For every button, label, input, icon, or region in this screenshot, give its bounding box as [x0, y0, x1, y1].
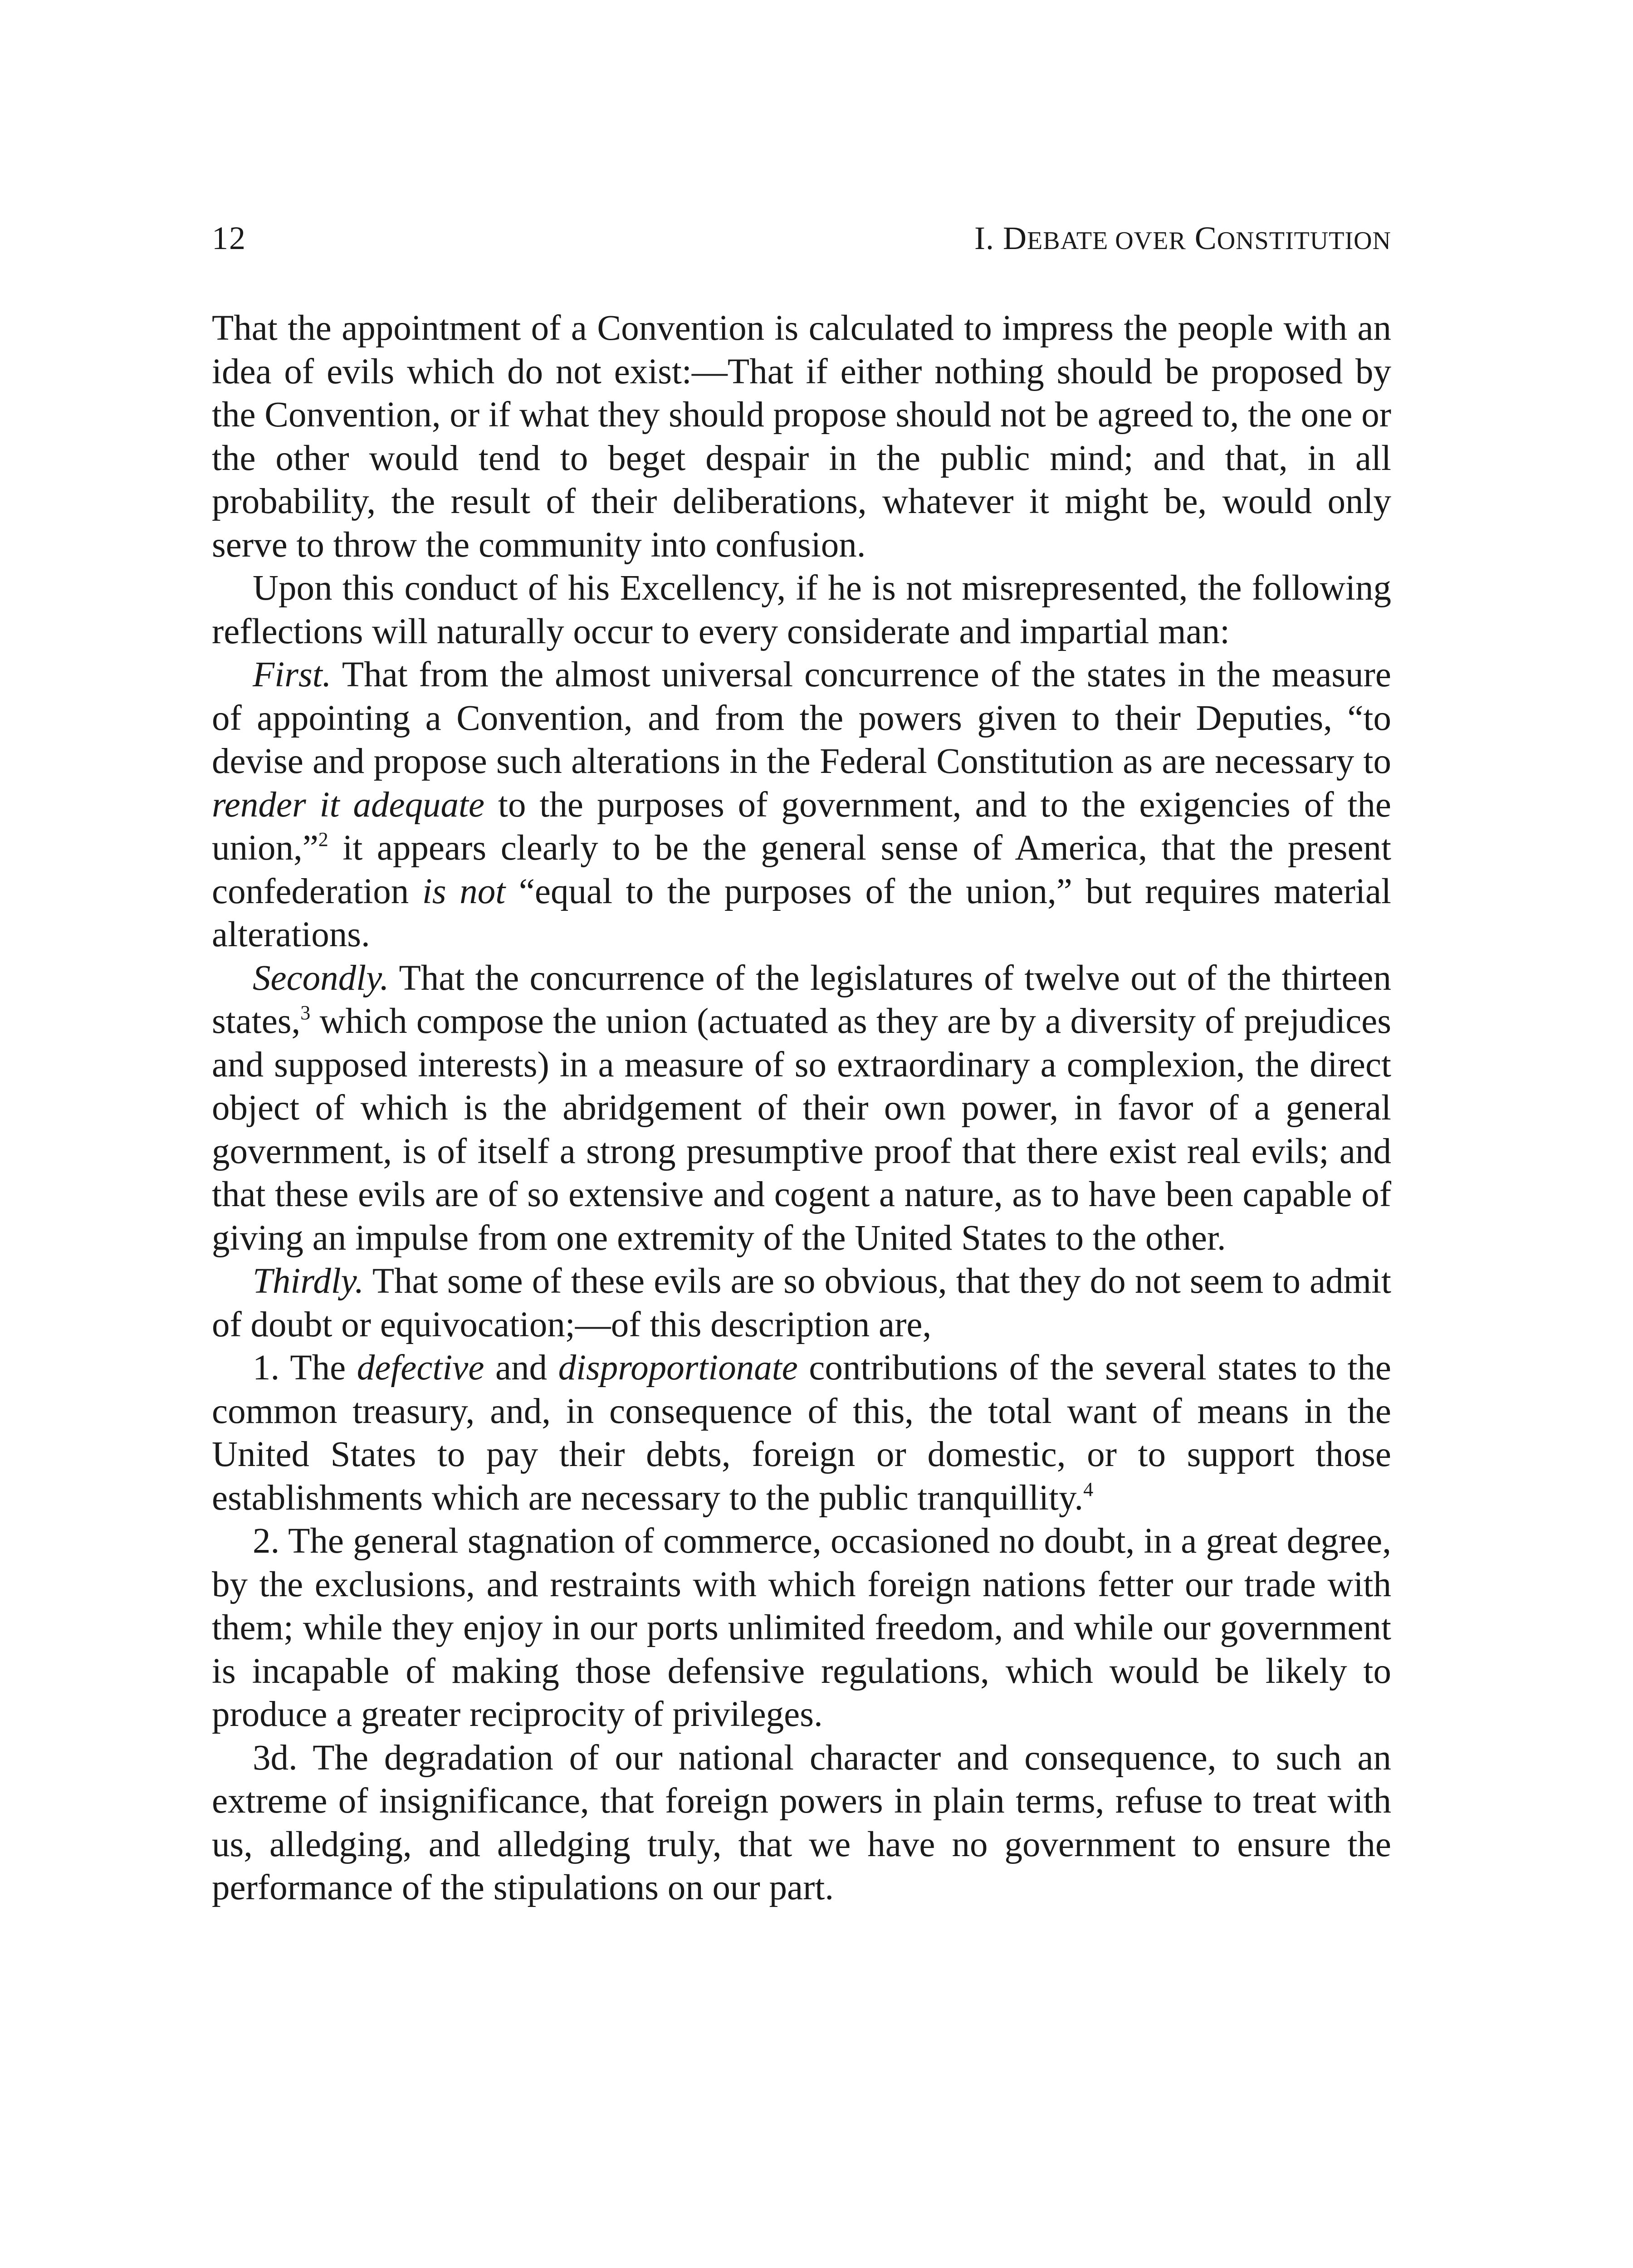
paragraph-4-text-a: That the concurrence of the legislatures of twelve out of the thirteen states, — [212, 958, 1391, 1041]
paragraph-1: That the appointment of a Convention is calculated to impress the people with an idea of evils which do not exist:—That if either nothing should be proposed by the Convention, or if what they should propose should not be agreed to, the one or the other would tend to beget despair in the public mind; and that, in all probability, the result of their deliberations, whatever it might be, would only serve to throw the community into confusion. — [212, 308, 1391, 565]
running-head-title — [974, 218, 1391, 261]
footnote-marker-2: 2 — [318, 828, 328, 850]
paragraph-6 — [212, 1346, 1391, 1520]
paragraph-4 — [212, 957, 1391, 1260]
paragraph-6-text-b: and — [484, 1348, 558, 1388]
running-head-title-capital: C — [1186, 220, 1217, 256]
footnote-marker-3: 3 — [300, 1002, 311, 1024]
book-page — [212, 218, 1391, 1910]
paragraph-3-text-c: it appears clearly to be the general sense of America, that the present confederation — [212, 828, 1391, 911]
paragraph-3-text-b: to the purposes of government, and to the exigencies of the union,” — [212, 785, 1391, 868]
paragraph-3-emphasis-2: is not — [422, 871, 506, 911]
paragraph-3-text-d: “equal to the purposes of the union,” but requires material alterations. — [212, 871, 1391, 954]
paragraph-4-lead: Secondly. — [253, 958, 389, 998]
paragraph-6-emphasis-2: disproportionate — [558, 1348, 798, 1388]
paragraph-2: Upon this conduct of his Excellency, if he is not misrepresented, the following reflections will naturally occur to every considerate and impartial man: — [212, 568, 1391, 651]
running-head — [212, 218, 1391, 261]
running-head-title-lead: I. D — [974, 220, 1027, 256]
paragraph-7: 2. The general stagnation of commerce, occasioned no doubt, in a great degree, by the exclusions, and restraints with which foreign nations fetter our trade with them; while they enjoy in our ports unlimited freedom, and while our government is incapable of making those defensive regulations, which would be likely to produce a greater reciprocity of privileges. — [212, 1521, 1391, 1734]
paragraph-6-text-a: 1. The — [253, 1348, 357, 1388]
paragraph-8: 3d. The degradation of our national character and consequence, to such an extreme of insignificance, that foreign powers in plain terms, refuse to treat with us, alledging, and alledging truly, that we have no government to ensure the performance of the stipulations on our part. — [212, 1738, 1391, 1907]
paragraph-3-lead: First. — [253, 655, 332, 694]
running-head-title-smallcaps-2: ONSTITUTION — [1217, 227, 1391, 255]
paragraph-5-text-a: That some of these evils are so obvious, that they do not seem to admit of doubt or equivocation;—of this description are, — [212, 1261, 1391, 1344]
page-number: 12 — [212, 220, 246, 256]
paragraph-5-lead: Thirdly. — [253, 1261, 364, 1301]
paragraph-6-text-c: contributions of the several states to the common treasury, and, in consequence of this, the total want of means in the United States to pay their debts, foreign or domestic, or to support those establishments which are necessary to the public tranquillity. — [212, 1348, 1391, 1518]
footnote-marker-4: 4 — [1083, 1478, 1094, 1501]
paragraph-3-text-a: That from the almost universal concurrence of the states in the measure of appointing a Convention, and from the powers given to their Deputies, “to devise and propose such alterations in the Federal Constitution as are necessary to — [212, 655, 1391, 781]
body-text — [212, 307, 1391, 1910]
paragraph-3-emphasis-1: render it adequate — [212, 785, 485, 825]
paragraph-4-text-b: which compose the union (actuated as they are by a diversity of prejudices and supposed interests) in a measure of so extraordinary a complexion, the direct object of which is the abridgement of their own power, in favor of a general government, is of itself a strong presumptive proof that there exist real evils; and that these evils are of so extensive and cogent a nature, as to have been capable of giving an impulse from one extremity of the United States to the other. — [212, 1002, 1391, 1258]
running-head-title-smallcaps-1: EBATE OVER — [1027, 227, 1186, 255]
paragraph-6-emphasis-1: defective — [357, 1348, 484, 1388]
paragraph-3 — [212, 653, 1391, 957]
paragraph-5 — [212, 1260, 1391, 1346]
